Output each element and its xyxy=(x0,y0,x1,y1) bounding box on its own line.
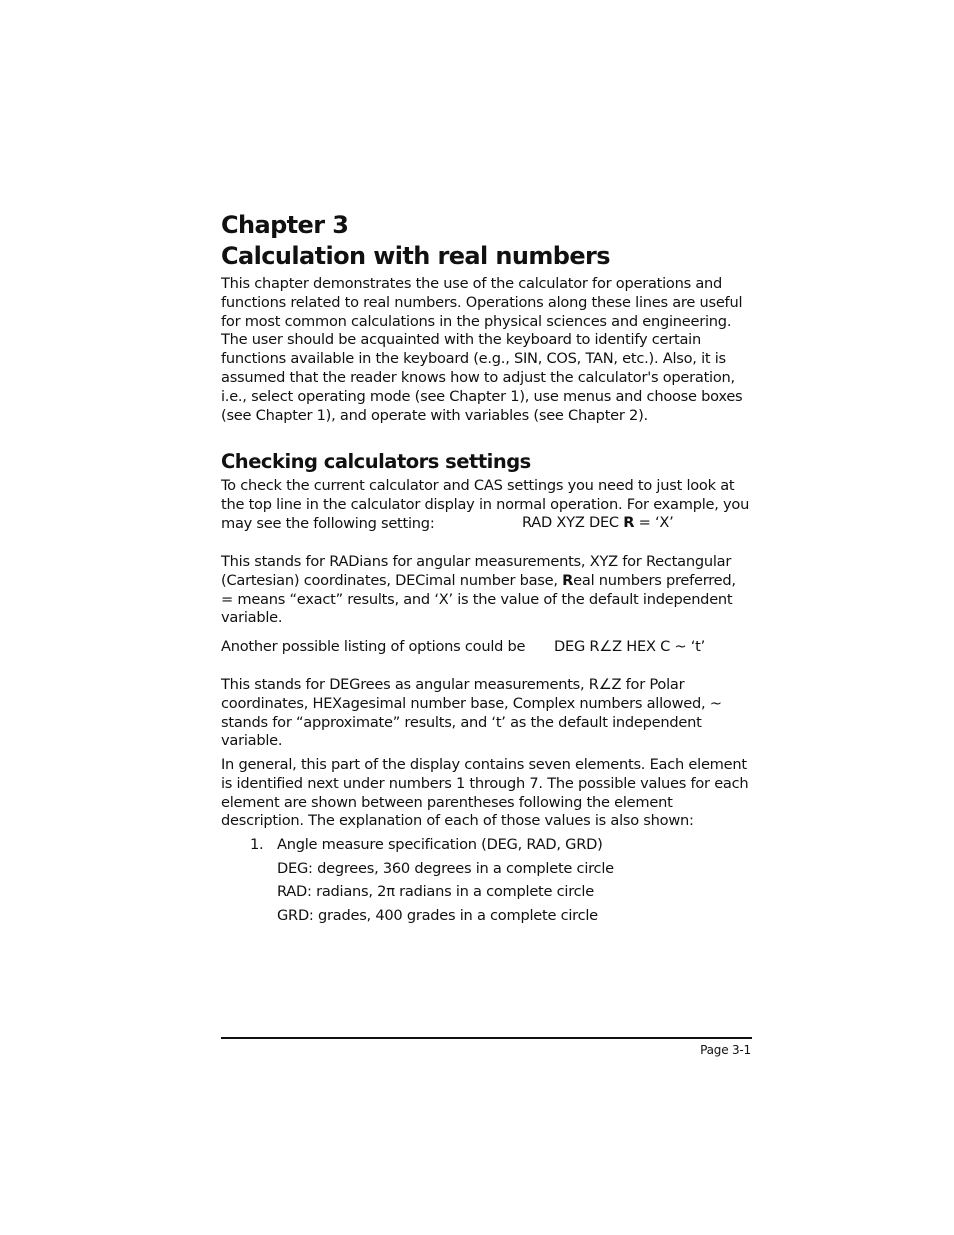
list-subitem-rad: RAD: radians, 2π radians in a complete circle xyxy=(277,883,594,900)
p2-bold: R xyxy=(562,571,574,589)
setting-example-2: DEG R∠Z HEX C ~ ‘t’ xyxy=(554,638,706,655)
settings-lead-text: To check the current calculator and CAS settings you need to just look at the top line in the calculator display in normal operation. For example, you may see the following setting: xyxy=(221,477,750,532)
setting1-post: = ‘X’ xyxy=(634,514,674,531)
chapter-title xyxy=(221,210,761,272)
p2-post: eal numbers preferred, = means “exact” results, and ‘X’ is the value of the default independent variable. xyxy=(221,571,736,627)
page-number: Page 3-1 xyxy=(700,1043,751,1057)
rad-explanation-paragraph xyxy=(221,553,751,628)
footer-rule xyxy=(221,1037,752,1039)
deg-explanation-paragraph: This stands for DEGrees as angular measurements, R∠Z for Polar coordinates, HEXagesimal number base, Complex numbers allowed, ~ stands for “approximate” results, and ‘t’ as the default independent variable. xyxy=(221,676,722,750)
intro-paragraph: This chapter demonstrates the use of the calculator for operations and functions related to real numbers. Operations along these lines are useful for most common calculations in the physical sciences and engineering. The user should be acquainted with the keyboard to identify certain functions available in the keyboard (e.g., SIN, COS, TAN, etc.). Also, it is assumed that the reader knows how to adjust the calculator's operation, i.e., select operating mode (see Chapter 1), use menus and choose boxes (see Chapter 1), and operate with variables (see Chapter 2). xyxy=(221,275,743,424)
setting-example-1 xyxy=(522,514,674,531)
list-item-text: Angle measure specification (DEG, RAD, GRD) xyxy=(277,836,603,853)
chapter-number: Chapter 3 xyxy=(221,211,349,239)
section-heading: Checking calculators settings xyxy=(221,450,531,473)
list-subitem-grd: GRD: grades, 400 grades in a complete circle xyxy=(277,907,598,924)
setting1-pre: RAD XYZ DEC xyxy=(522,514,624,531)
list-subitem-deg: DEG: degrees, 360 degrees in a complete circle xyxy=(277,860,614,877)
list-item-number: 1. xyxy=(250,836,264,853)
p2-pre: This stands for RADians for angular measurements, XYZ for Rectangular (Cartesian) coordinates, DECimal number base, xyxy=(221,553,732,589)
another-listing-lead: Another possible listing of options could be xyxy=(221,638,526,655)
chapter-name: Calculation with real numbers xyxy=(221,242,610,270)
setting1-bold: R xyxy=(623,514,635,531)
elements-paragraph: In general, this part of the display contains seven elements. Each element is identified next under numbers 1 through 7. The possible values for each element are shown between parentheses following the element description. The explanation of each of those values is also shown: xyxy=(221,756,749,830)
